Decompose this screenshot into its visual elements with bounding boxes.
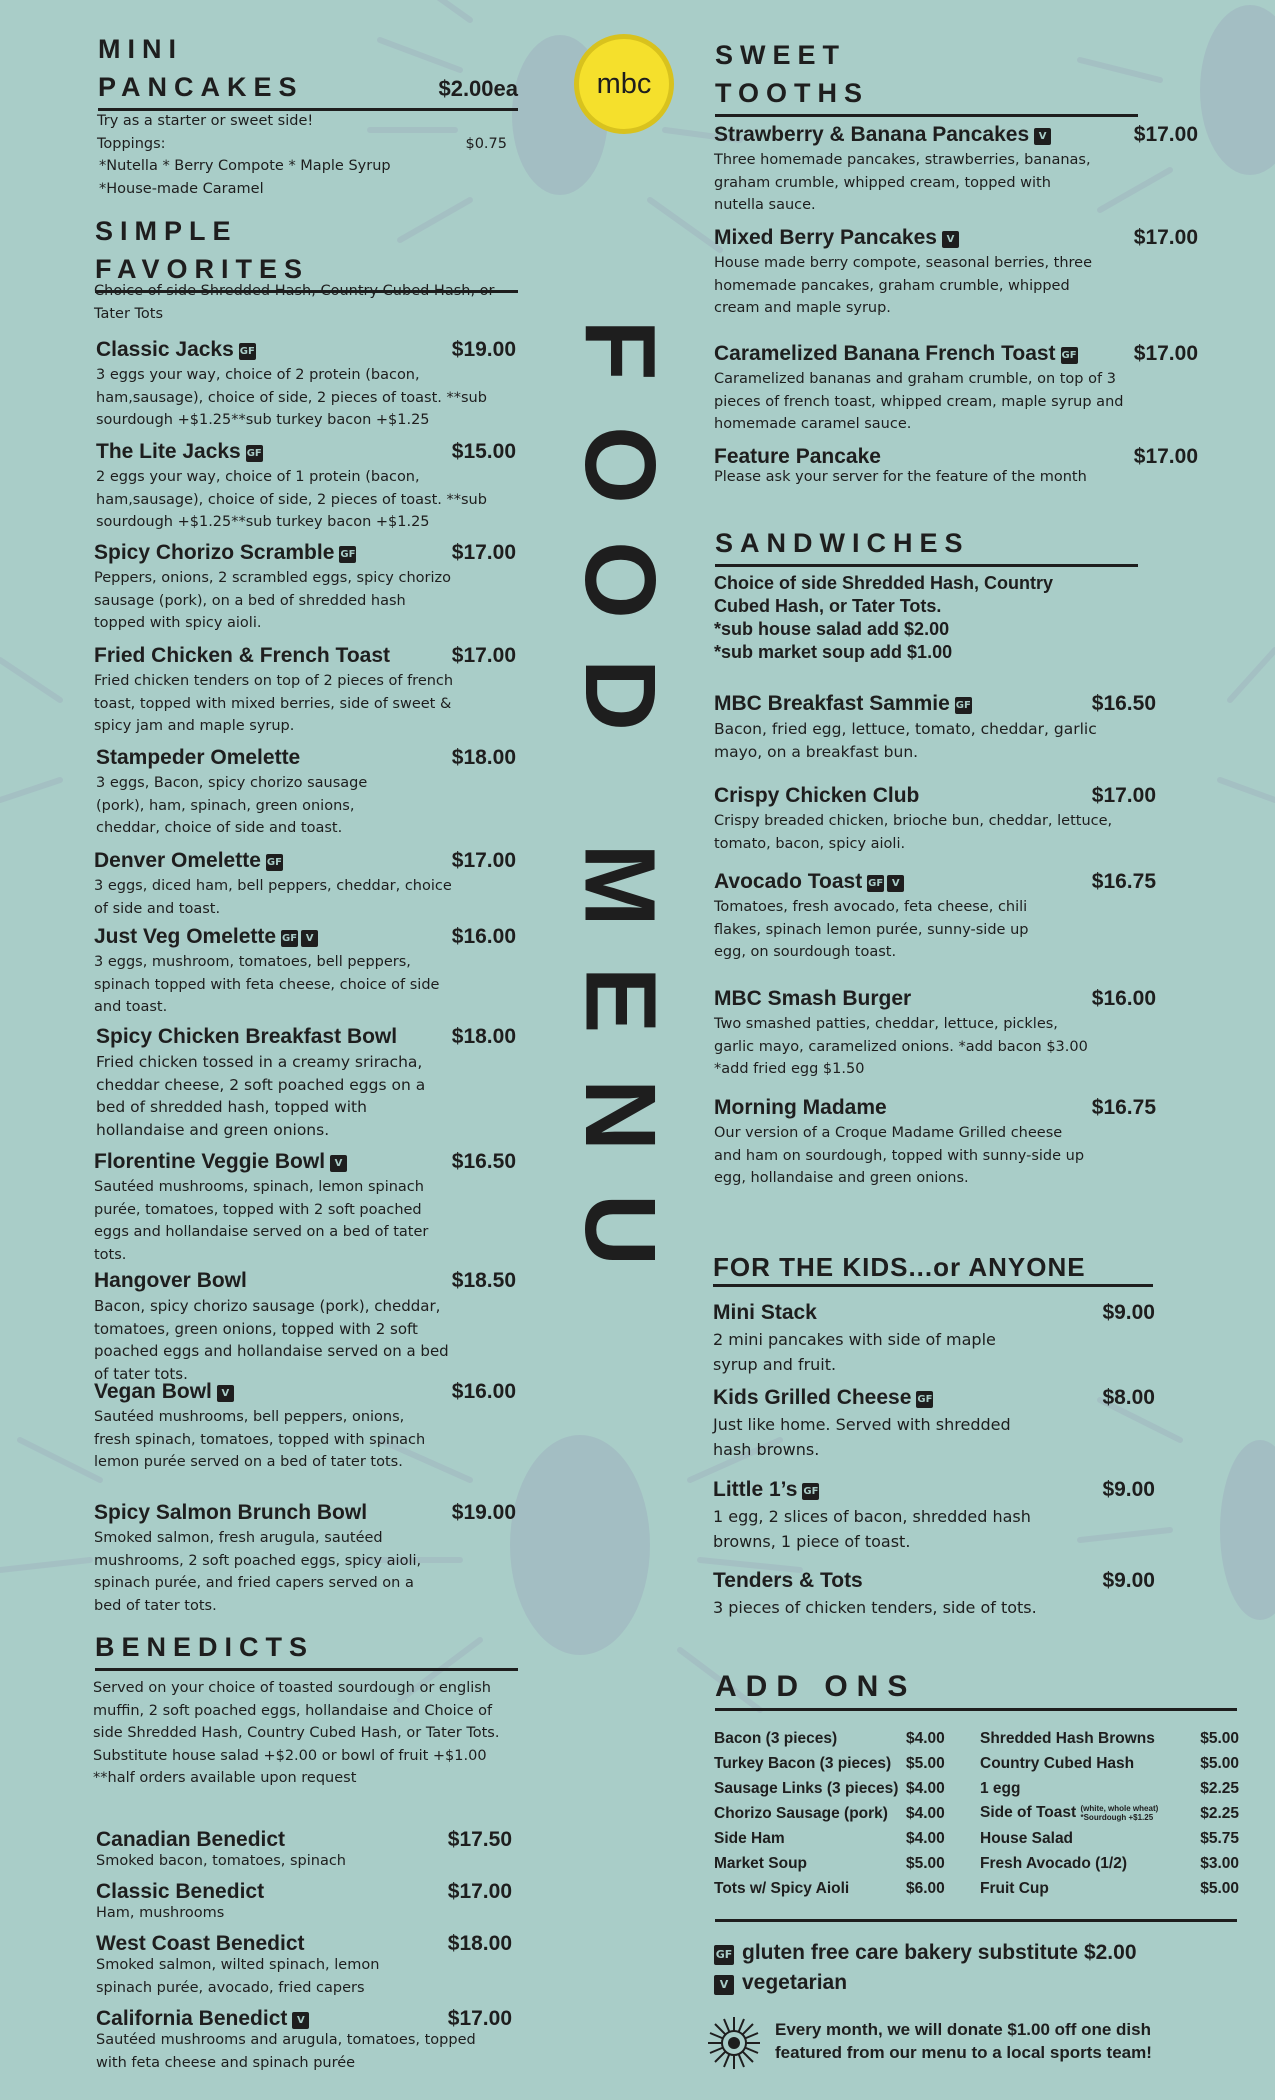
menu-item — [714, 341, 1198, 436]
menu-item — [96, 745, 516, 840]
mbc-logo — [574, 34, 674, 134]
food-letter-d: D — [564, 658, 676, 732]
add-on-price: $4.00 — [906, 1829, 945, 1847]
item-description: 2 mini pancakes with side of maple syrup and fruit. — [713, 1330, 996, 1374]
item-price: $17.00 — [1133, 342, 1198, 365]
food-letter-o2: O — [563, 541, 676, 619]
item-description: Fried chicken tenders on top of 2 pieces of french toast, topped with mixed berries, side of sweet & spicy jam and maple syrup. — [94, 673, 454, 734]
add-on-name: Sausage Links (3 pieces) — [714, 1779, 899, 1797]
menu-item — [96, 1827, 512, 1873]
mini-pancakes-price: $2.00ea — [438, 76, 518, 101]
item-price: $17.00 — [451, 541, 516, 564]
item-price: $16.75 — [1091, 1096, 1156, 1119]
menu-item — [713, 1300, 1155, 1377]
menu-item — [713, 1477, 1155, 1554]
item-description: 3 eggs, mushroom, tomatoes, bell peppers, spinach topped with feta cheese, choice of side and toast. — [94, 954, 440, 1015]
item-price: $16.75 — [1091, 870, 1156, 893]
item-description: Our version of a Croque Madame Grilled cheese and ham on sourdough, topped with sunny-side up egg, hollandaise and green onions. — [714, 1125, 1085, 1186]
item-name: Avocado Toast GF V — [714, 869, 904, 895]
add-on-row — [714, 1751, 1239, 1776]
sandwiches-intro-1: Choice of side Shredded Hash, Country Cubed Hash, or Tater Tots. — [714, 573, 1054, 616]
menu-letter-u: U — [564, 1193, 676, 1267]
toppings-label: Toppings: — [97, 135, 166, 152]
sweet-tooths-title-1: SWEET — [715, 40, 847, 70]
sandwiches-title: SANDWICHES — [715, 528, 970, 558]
item-name: Caramelized Banana French Toast GF — [714, 342, 1077, 365]
add-on-name: Shredded Hash Browns — [980, 1729, 1155, 1747]
item-description: Sautéed mushrooms, bell peppers, onions, fresh spinach, tomatoes, topped with spinach lemon purée served on a bed of tater tots. — [94, 1409, 426, 1470]
add-on-name: Fresh Avocado (1/2) — [980, 1854, 1128, 1872]
vegetarian-icon: V — [714, 1975, 734, 1995]
vegetarian-icon: V — [887, 875, 904, 892]
item-description: Smoked bacon, tomatoes, spinach — [96, 1853, 346, 1869]
add-on-price: $4.00 — [906, 1779, 945, 1797]
menu-item — [714, 122, 1198, 217]
simple-favorites-title-1: SIMPLE — [95, 216, 238, 246]
vegetarian-icon: V — [942, 231, 959, 248]
menu-item — [96, 1879, 512, 1925]
item-price: $17.00 — [451, 644, 516, 667]
item-name: Florentine Veggie Bowl V — [94, 1149, 347, 1175]
item-name: Denver Omelette GF — [94, 849, 282, 872]
item-price: $16.00 — [1091, 987, 1156, 1010]
add-ons-header — [715, 1668, 1237, 1711]
sweet-tooths-header — [715, 36, 1138, 117]
add-on-row — [714, 1801, 1239, 1826]
legend — [714, 1938, 1244, 1998]
add-on-price: $5.00 — [906, 1754, 945, 1772]
item-price: $19.00 — [451, 338, 516, 361]
item-price: $9.00 — [1102, 1478, 1155, 1501]
menu-item — [714, 783, 1156, 855]
item-description: 3 pieces of chicken tenders, side of tots. — [713, 1598, 1037, 1617]
donation-note — [775, 2018, 1245, 2064]
item-description: Fried chicken tossed in a creamy sriracha, cheddar cheese, 2 soft poached eggs on a bed of shredded hash, topped with hollandaise and green onions. — [96, 1053, 426, 1139]
donation-line-1: Every month, we will donate $1.00 off one dish — [775, 2020, 1151, 2039]
item-description: 3 eggs your way, choice of 2 protein (bacon, ham,sausage), choice of side, 2 pieces of toast. **sub sourdough +$1.25**sub turkey bacon +$1.25 — [96, 367, 487, 428]
add-on-name: Fruit Cup — [980, 1879, 1049, 1897]
sandwiches-intro-3: *sub market soup add $1.00 — [714, 642, 953, 662]
item-price: $9.00 — [1102, 1301, 1155, 1324]
menu-item — [714, 1095, 1156, 1190]
add-on-price: $6.00 — [906, 1879, 945, 1897]
mini-pancakes-line-3: *Nutella * Berry Compote * Maple Syrup — [99, 158, 391, 174]
menu-item — [713, 1385, 1155, 1462]
item-description: Peppers, onions, 2 scrambled eggs, spicy chorizo sausage (pork), on a bed of shredded hash topped with spicy aioli. — [94, 570, 451, 631]
mini-pancakes-line-1: Try as a starter or sweet side! — [97, 113, 314, 129]
item-description: Sautéed mushrooms, spinach, lemon spinach purée, tomatoes, topped with 2 soft poached eggs and hollandaise served on a bed of tater tots. — [94, 1179, 429, 1263]
benedicts-half-orders: **half orders available upon request — [93, 1770, 357, 1786]
item-price: $17.50 — [447, 1828, 512, 1851]
benedicts-header — [95, 1628, 518, 1671]
menu-item — [714, 444, 1198, 489]
menu-item — [714, 869, 1156, 964]
food-letter-f: F — [564, 319, 676, 381]
item-description: 3 eggs, diced ham, bell peppers, cheddar, choice of side and toast. — [94, 878, 452, 917]
benedicts-intro — [93, 1677, 533, 1790]
legend-gluten-free: GF gluten free care bakery substitute $2.00 — [715, 1941, 1137, 1964]
simple-favorites-title-2: FAVORITES — [95, 254, 310, 284]
gluten-free-icon: GF — [802, 1483, 819, 1500]
item-price: $16.50 — [451, 1150, 516, 1173]
add-ons-bottom-rule — [715, 1919, 1237, 1922]
add-on-row — [714, 1826, 1239, 1851]
kids-title: FOR THE KIDS...or ANYONE — [713, 1252, 1086, 1282]
item-name: The Lite Jacks GF — [96, 440, 262, 463]
menu-item — [714, 986, 1156, 1081]
menu-item — [714, 691, 1156, 763]
item-price: $17.00 — [1133, 123, 1198, 146]
item-description: Please ask your server for the feature of the month — [714, 469, 1087, 485]
mini-pancakes-title-1: MINI — [98, 34, 183, 64]
item-name: Mixed Berry Pancakes V — [714, 225, 959, 251]
item-price: $19.00 — [451, 1501, 516, 1524]
add-on-price: $4.00 — [906, 1804, 945, 1822]
add-ons-title: ADD ONS — [715, 1670, 917, 1703]
item-name: Fried Chicken & French Toast — [94, 644, 390, 667]
item-name: MBC Smash Burger — [714, 987, 912, 1010]
add-on-price: $5.75 — [1200, 1829, 1239, 1847]
food-letter-o1: O — [563, 426, 676, 504]
item-name: Hangover Bowl — [94, 1269, 247, 1292]
toppings-price: $0.75 — [465, 135, 507, 152]
item-name: West Coast Benedict — [96, 1932, 305, 1955]
item-description: Crispy breaded chicken, brioche bun, cheddar, lettuce, tomato, bacon, spicy aioli. — [714, 813, 1113, 852]
add-on-price: $5.00 — [1200, 1879, 1239, 1897]
mini-pancakes-title-2: PANCAKES — [98, 72, 304, 102]
benedicts-intro-text: Served on your choice of toasted sourdough or english muffin, 2 soft poached eggs, hollandaise and Choice of side Shredded Hash, Country Cubed Hash, or Tater Tots. — [93, 1680, 500, 1741]
add-on-price: $2.25 — [1200, 1779, 1239, 1797]
gluten-free-icon: GF — [246, 445, 263, 462]
item-description: Bacon, spicy chorizo sausage (pork), cheddar, tomatoes, green onions, topped with 2 soft poached eggs and hollandaise served on a bed of tater tots. — [94, 1297, 449, 1383]
item-price: $18.00 — [451, 1025, 516, 1048]
item-price: $18.00 — [447, 1932, 512, 1955]
benedicts-substitute: Substitute house salad +$2.00 or bowl of fruit +$1.00 — [93, 1747, 487, 1764]
item-description: 2 eggs your way, choice of 1 protein (bacon, ham,sausage), choice of side, 2 pieces of toast. **sub sourdough +$1.25**sub turkey bacon +$1.25 — [96, 469, 487, 530]
item-price: $8.00 — [1102, 1386, 1155, 1409]
add-on-name: Market Soup — [714, 1854, 808, 1872]
menu-item — [96, 337, 516, 432]
item-price: $17.00 — [1091, 784, 1156, 807]
item-description: Two smashed patties, cheddar, lettuce, pickles, garlic mayo, caramelized onions. *add bacon $3.00 *add fried egg $1.50 — [714, 1016, 1088, 1077]
item-price: $17.00 — [1133, 445, 1198, 468]
menu-item — [96, 1024, 516, 1141]
item-name: Kids Grilled Cheese GF — [713, 1386, 933, 1409]
sandwiches-intro — [714, 572, 1104, 664]
menu-letter-m: M — [564, 843, 676, 927]
menu-item — [96, 2006, 512, 2074]
gluten-free-icon: GF — [339, 546, 356, 563]
item-price: $18.50 — [451, 1269, 516, 1292]
sweet-tooths-title-2: TOOTHS — [715, 78, 870, 108]
item-name: Just Veg Omelette GF V — [94, 924, 318, 950]
item-name: Classic Jacks GF — [96, 338, 255, 361]
add-on-price: $3.00 — [1200, 1854, 1239, 1872]
item-description: 1 egg, 2 slices of bacon, shredded hash browns, 1 piece of toast. — [713, 1507, 1031, 1551]
item-price: $17.00 — [451, 849, 516, 872]
item-name: Stampeder Omelette — [96, 746, 301, 769]
item-description: 3 eggs, Bacon, spicy chorizo sausage (pork), ham, spinach, green onions, cheddar, choice of side and toast. — [96, 775, 368, 836]
item-description: Caramelized bananas and graham crumble, on top of 3 pieces of french toast, whipped cream, maple syrup and homemade caramel sauce. — [714, 371, 1124, 432]
item-description: Smoked salmon, wilted spinach, lemon spinach purée, avocado, fried capers — [96, 1957, 380, 1996]
add-on-price: $2.25 — [1200, 1804, 1239, 1822]
mini-pancakes-info — [97, 110, 517, 200]
menu-item — [94, 643, 516, 738]
add-on-name: Country Cubed Hash — [980, 1754, 1135, 1772]
add-on-name: Side Ham — [714, 1829, 785, 1847]
vegetarian-icon: V — [217, 1385, 234, 1402]
item-name: Spicy Chicken Breakfast Bowl — [96, 1025, 398, 1048]
menu-item — [94, 1268, 516, 1385]
add-on-name: House Salad — [980, 1829, 1074, 1847]
add-on-name: Turkey Bacon (3 pieces) — [714, 1754, 892, 1772]
item-name: California Benedict V — [96, 2006, 309, 2032]
add-on-name: 1 egg — [980, 1779, 1021, 1797]
legend-vegetarian: V vegetarian — [714, 1968, 1244, 1998]
add-on-row — [714, 1876, 1239, 1901]
logo-text: mbc — [596, 67, 652, 100]
gluten-free-icon: GF — [281, 930, 298, 947]
add-on-price: $5.00 — [1200, 1754, 1239, 1772]
add-on-name: Tots w/ Spicy Aioli — [714, 1879, 850, 1897]
item-price: $16.00 — [451, 925, 516, 948]
menu-letter-e: E — [563, 966, 676, 1034]
item-name: Tenders & Tots — [713, 1569, 863, 1592]
menu-item — [94, 1379, 516, 1474]
menu-letter-n: N — [564, 1078, 676, 1152]
donation-line-2: featured from our menu to a local sports team! — [775, 2043, 1152, 2062]
item-price: $16.00 — [451, 1380, 516, 1403]
sandwiches-intro-2: *sub house salad add $2.00 — [714, 619, 950, 639]
benedicts-title: BENEDICTS — [95, 1632, 315, 1662]
add-ons-table — [714, 1726, 1239, 1901]
item-name: Spicy Chorizo Scramble GF — [94, 541, 356, 564]
menu-item — [94, 540, 516, 635]
add-on-row — [714, 1776, 1239, 1801]
menu-item — [94, 1149, 516, 1266]
item-description: Ham, mushrooms — [96, 1905, 225, 1921]
item-price: $17.00 — [447, 1880, 512, 1903]
menu-item — [713, 1568, 1155, 1620]
menu-item — [94, 924, 516, 1019]
gluten-free-icon: GF — [239, 343, 256, 360]
item-name: Little 1’s GF — [713, 1478, 819, 1501]
add-on-row — [714, 1726, 1239, 1751]
item-description: Bacon, fried egg, lettuce, tomato, cheddar, garlic mayo, on a breakfast bun. — [714, 720, 1097, 761]
item-description: Just like home. Served with shredded hash browns. — [713, 1415, 1011, 1459]
vegetarian-icon: V — [1034, 128, 1051, 145]
item-name: Spicy Salmon Brunch Bowl — [94, 1501, 368, 1524]
item-name: Morning Madame — [714, 1096, 887, 1119]
item-price: $17.00 — [447, 2007, 512, 2030]
gluten-free-icon: GF — [867, 875, 884, 892]
gluten-free-icon: GF — [1061, 347, 1078, 364]
menu-item — [714, 225, 1198, 320]
item-name: Canadian Benedict — [96, 1828, 286, 1851]
item-description: Sautéed mushrooms and arugula, tomatoes, topped with feta cheese and spinach purée — [96, 2032, 476, 2071]
item-name: Vegan Bowl V — [94, 1379, 234, 1405]
item-price: $9.00 — [1102, 1569, 1155, 1592]
item-price: $18.00 — [451, 746, 516, 769]
gluten-free-icon: GF — [714, 1945, 734, 1965]
simple-favorites-intro: Choice of side Shredded Hash, Country Cubed Hash, or Tater Tots — [94, 283, 495, 322]
vegetarian-icon: V — [301, 930, 318, 947]
item-description: House made berry compote, seasonal berries, three homemade pancakes, graham crumble, whipped cream and maple syrup. — [714, 255, 1093, 316]
item-name: Mini Stack — [713, 1301, 817, 1324]
add-on-price: $5.00 — [906, 1854, 945, 1872]
item-price: $17.00 — [1133, 226, 1198, 249]
gluten-free-icon: GF — [266, 854, 283, 871]
add-on-name: Bacon (3 pieces) — [714, 1729, 838, 1747]
menu-item — [96, 439, 516, 534]
add-on-name-side-of-toast: Side of Toast (white, whole wheat) *Sourdough +$1.25 — [980, 1804, 1159, 1823]
item-price: $16.50 — [1091, 692, 1156, 715]
food-menu-vertical-title — [565, 300, 675, 1280]
item-description: Three homemade pancakes, strawberries, bananas, graham crumble, whipped cream, topped with nutella sauce. — [714, 152, 1091, 213]
vegetarian-icon: V — [330, 1155, 347, 1172]
mini-pancakes-header — [98, 30, 518, 111]
item-name: Classic Benedict — [96, 1880, 265, 1903]
add-on-price: $4.00 — [906, 1729, 945, 1747]
menu-item — [94, 1500, 516, 1617]
item-name: Feature Pancake — [714, 445, 881, 468]
gluten-free-icon: GF — [916, 1391, 933, 1408]
gluten-free-icon: GF — [955, 697, 972, 714]
vegetarian-icon: V — [292, 2012, 309, 2029]
item-price: $15.00 — [451, 440, 516, 463]
sunburst-icon — [706, 2015, 762, 2071]
toast-note: (white, whole wheat) *Sourdough +$1.25 — [1080, 1804, 1159, 1823]
kids-header — [713, 1250, 1153, 1287]
mini-pancakes-line-4: *House-made Caramel — [99, 180, 264, 197]
add-on-name: Chorizo Sausage (pork) — [714, 1804, 888, 1822]
add-on-price: $5.00 — [1200, 1729, 1239, 1747]
menu-item — [94, 848, 516, 920]
add-on-row — [714, 1851, 1239, 1876]
item-name: MBC Breakfast Sammie GF — [714, 692, 971, 715]
item-description: Tomatoes, fresh avocado, feta cheese, chili flakes, spinach lemon purée, sunny-side up egg, on sourdough toast. — [714, 899, 1029, 960]
item-name: Crispy Chicken Club — [714, 784, 920, 807]
item-name: Strawberry & Banana Pancakes V — [714, 122, 1051, 148]
menu-item — [96, 1931, 512, 1999]
sandwiches-header — [715, 524, 1138, 567]
item-description: Smoked salmon, fresh arugula, sautéed mushrooms, 2 soft poached eggs, spicy aioli, spinach purée, and fried capers served on a bed of tater tots. — [94, 1530, 422, 1614]
